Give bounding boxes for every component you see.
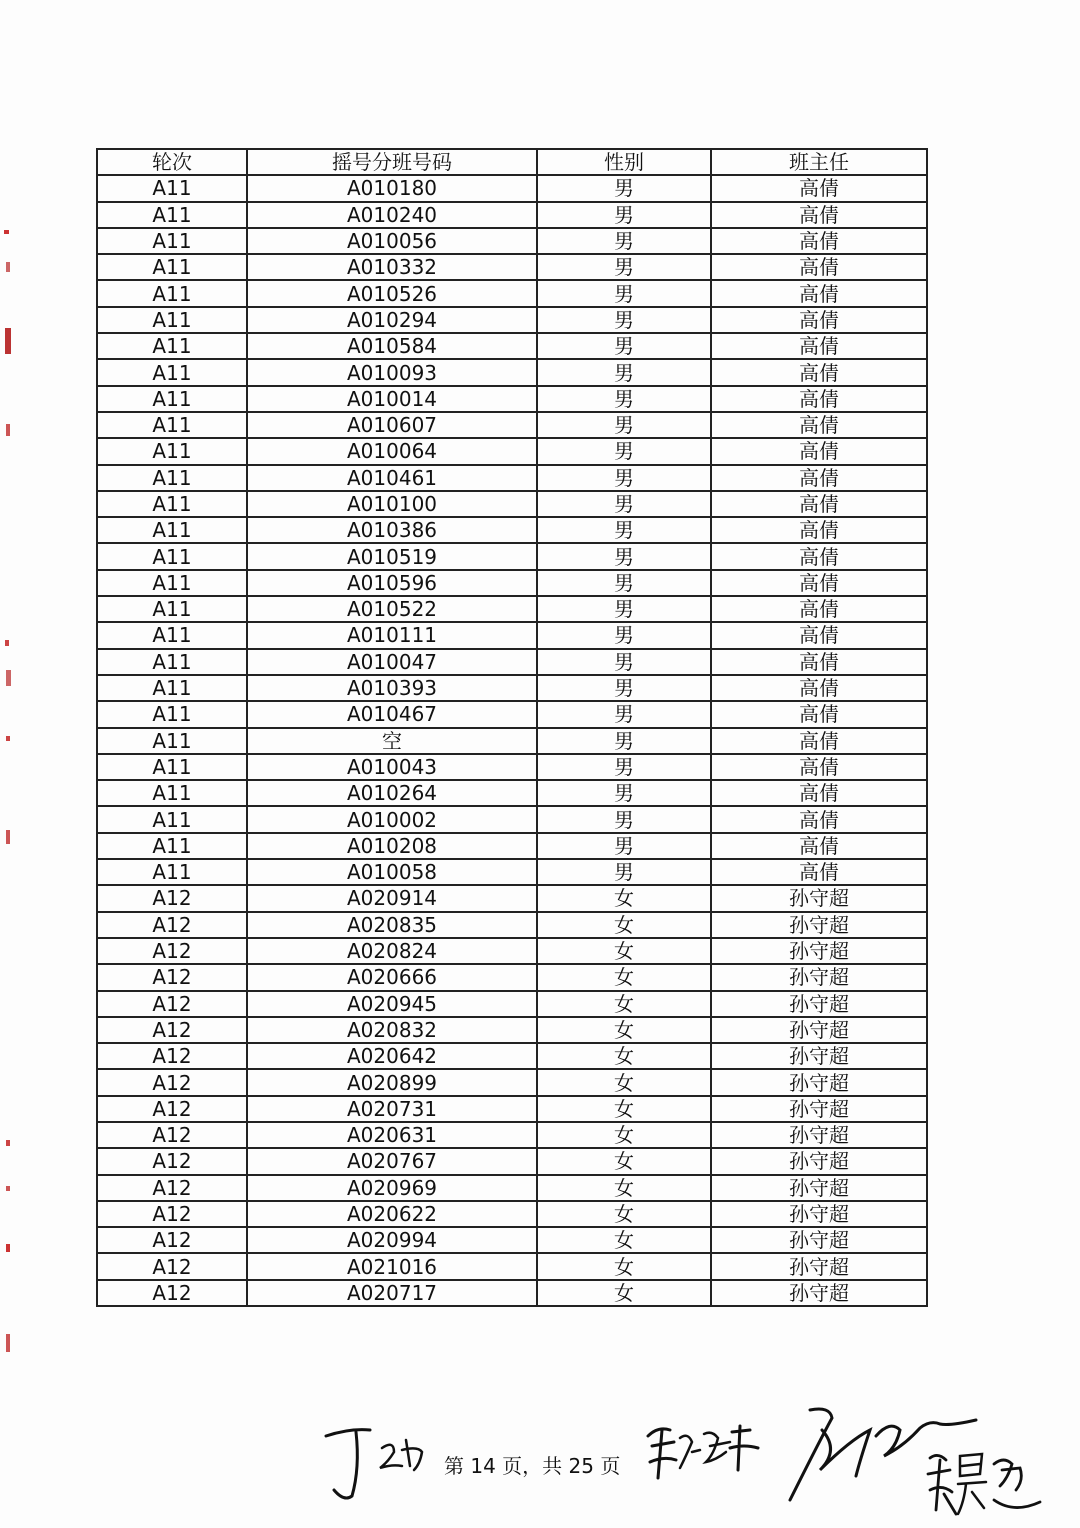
table-row [97, 885, 927, 911]
cell-lottery-number: A010208 [247, 833, 537, 859]
cell-lottery-number: A010522 [247, 596, 537, 622]
cell-head-teacher: 高倩 [711, 307, 927, 333]
cell-head-teacher: 高倩 [711, 202, 927, 228]
table-row [97, 465, 927, 491]
table-row [97, 307, 927, 333]
cell-round: A11 [97, 675, 247, 701]
table-row [97, 1148, 927, 1174]
cell-round: A11 [97, 806, 247, 832]
cell-gender: 男 [537, 254, 711, 280]
table-row [97, 675, 927, 701]
cell-lottery-number: A020666 [247, 964, 537, 990]
table-header-row [97, 149, 927, 175]
cell-round: A12 [97, 1122, 247, 1148]
cell-gender: 女 [537, 1043, 711, 1069]
cell-gender: 女 [537, 991, 711, 1017]
cell-round: A11 [97, 596, 247, 622]
cell-round: A11 [97, 386, 247, 412]
cell-round: A12 [97, 964, 247, 990]
cell-gender: 男 [537, 412, 711, 438]
table-row [97, 596, 927, 622]
cell-round: A11 [97, 728, 247, 754]
cell-round: A12 [97, 1069, 247, 1095]
cell-gender: 男 [537, 465, 711, 491]
cell-lottery-number: A020642 [247, 1043, 537, 1069]
cell-gender: 女 [537, 1017, 711, 1043]
cell-round: A11 [97, 491, 247, 517]
page-number: 第 14 页，共 25 页 [444, 1454, 621, 1478]
cell-gender: 男 [537, 596, 711, 622]
table-row [97, 333, 927, 359]
table-row [97, 1201, 927, 1227]
cell-gender: 男 [537, 859, 711, 885]
cell-gender: 女 [537, 1096, 711, 1122]
cell-gender: 女 [537, 1175, 711, 1201]
table-row [97, 938, 927, 964]
cell-gender: 男 [537, 543, 711, 569]
cell-lottery-number: A010002 [247, 806, 537, 832]
table-row [97, 175, 927, 201]
cell-gender: 男 [537, 517, 711, 543]
cell-round: A11 [97, 859, 247, 885]
handwritten-signature-4 [924, 1444, 1044, 1524]
cell-lottery-number: A020994 [247, 1227, 537, 1253]
margin-marks [0, 200, 20, 1400]
cell-head-teacher: 孙守超 [711, 1148, 927, 1174]
cell-lottery-number: A020767 [247, 1148, 537, 1174]
cell-round: A11 [97, 412, 247, 438]
cell-head-teacher: 高倩 [711, 596, 927, 622]
table-row [97, 438, 927, 464]
cell-lottery-number: A010047 [247, 649, 537, 675]
cell-head-teacher: 孙守超 [711, 1280, 927, 1306]
cell-lottery-number: 空 [247, 728, 537, 754]
cell-round: A11 [97, 543, 247, 569]
cell-head-teacher: 高倩 [711, 754, 927, 780]
cell-lottery-number: A021016 [247, 1253, 537, 1279]
cell-gender: 男 [537, 780, 711, 806]
cell-head-teacher: 高倩 [711, 859, 927, 885]
table-row [97, 386, 927, 412]
cell-round: A11 [97, 517, 247, 543]
cell-head-teacher: 孙守超 [711, 885, 927, 911]
cell-round: A11 [97, 754, 247, 780]
handwritten-signature-1 [322, 1418, 432, 1508]
cell-round: A12 [97, 1096, 247, 1122]
cell-gender: 女 [537, 912, 711, 938]
cell-round: A12 [97, 1175, 247, 1201]
table-row [97, 833, 927, 859]
cell-head-teacher: 高倩 [711, 438, 927, 464]
table-row [97, 543, 927, 569]
cell-gender: 女 [537, 1148, 711, 1174]
cell-lottery-number: A010180 [247, 175, 537, 201]
table-row [97, 202, 927, 228]
cell-lottery-number: A020717 [247, 1280, 537, 1306]
table-row [97, 754, 927, 780]
cell-lottery-number: A010264 [247, 780, 537, 806]
cell-lottery-number: A010100 [247, 491, 537, 517]
cell-lottery-number: A020631 [247, 1122, 537, 1148]
cell-head-teacher: 高倩 [711, 728, 927, 754]
cell-head-teacher: 孙守超 [711, 1253, 927, 1279]
cell-head-teacher: 高倩 [711, 280, 927, 306]
header-round: 轮次 [97, 149, 247, 175]
cell-gender: 男 [537, 806, 711, 832]
cell-head-teacher: 高倩 [711, 570, 927, 596]
cell-head-teacher: 高倩 [711, 517, 927, 543]
table-row [97, 728, 927, 754]
cell-round: A11 [97, 228, 247, 254]
table-row [97, 280, 927, 306]
cell-head-teacher: 高倩 [711, 806, 927, 832]
cell-head-teacher: 高倩 [711, 675, 927, 701]
cell-lottery-number: A020914 [247, 885, 537, 911]
cell-head-teacher: 孙守超 [711, 964, 927, 990]
cell-round: A12 [97, 1043, 247, 1069]
cell-gender: 男 [537, 491, 711, 517]
cell-gender: 男 [537, 202, 711, 228]
cell-head-teacher: 孙守超 [711, 1122, 927, 1148]
cell-head-teacher: 高倩 [711, 780, 927, 806]
cell-lottery-number: A010596 [247, 570, 537, 596]
table-row [97, 1280, 927, 1306]
cell-head-teacher: 高倩 [711, 701, 927, 727]
cell-gender: 男 [537, 386, 711, 412]
cell-head-teacher: 高倩 [711, 543, 927, 569]
cell-round: A12 [97, 1201, 247, 1227]
cell-head-teacher: 孙守超 [711, 1069, 927, 1095]
table-row [97, 1043, 927, 1069]
table-row [97, 622, 927, 648]
class-assignment-table [96, 148, 928, 1307]
cell-head-teacher: 高倩 [711, 333, 927, 359]
cell-round: A11 [97, 701, 247, 727]
cell-head-teacher: 高倩 [711, 175, 927, 201]
table-row [97, 570, 927, 596]
cell-lottery-number: A010093 [247, 359, 537, 385]
cell-head-teacher: 孙守超 [711, 1201, 927, 1227]
cell-round: A11 [97, 280, 247, 306]
cell-round: A11 [97, 333, 247, 359]
cell-lottery-number: A020731 [247, 1096, 537, 1122]
cell-lottery-number: A020899 [247, 1069, 537, 1095]
cell-lottery-number: A010240 [247, 202, 537, 228]
cell-round: A11 [97, 359, 247, 385]
cell-gender: 女 [537, 1227, 711, 1253]
table-row [97, 859, 927, 885]
cell-gender: 男 [537, 622, 711, 648]
cell-lottery-number: A020969 [247, 1175, 537, 1201]
table-row [97, 780, 927, 806]
cell-round: A12 [97, 991, 247, 1017]
table-row [97, 491, 927, 517]
cell-lottery-number: A020832 [247, 1017, 537, 1043]
cell-head-teacher: 高倩 [711, 649, 927, 675]
table-row [97, 254, 927, 280]
table-row [97, 649, 927, 675]
cell-lottery-number: A010064 [247, 438, 537, 464]
cell-lottery-number: A020622 [247, 1201, 537, 1227]
cell-head-teacher: 高倩 [711, 359, 927, 385]
handwritten-signature-2 [640, 1412, 765, 1492]
cell-lottery-number: A010393 [247, 675, 537, 701]
cell-gender: 男 [537, 307, 711, 333]
cell-round: A11 [97, 570, 247, 596]
cell-gender: 女 [537, 1069, 711, 1095]
cell-gender: 男 [537, 438, 711, 464]
cell-head-teacher: 高倩 [711, 622, 927, 648]
cell-lottery-number: A010467 [247, 701, 537, 727]
cell-round: A11 [97, 622, 247, 648]
cell-round: A12 [97, 1017, 247, 1043]
cell-lottery-number: A010294 [247, 307, 537, 333]
header-gender: 性别 [537, 149, 711, 175]
table-row [97, 517, 927, 543]
table-row [97, 991, 927, 1017]
cell-lottery-number: A010058 [247, 859, 537, 885]
table-row [97, 1253, 927, 1279]
table-row [97, 412, 927, 438]
cell-gender: 男 [537, 728, 711, 754]
cell-head-teacher: 高倩 [711, 386, 927, 412]
cell-lottery-number: A010607 [247, 412, 537, 438]
table-body [97, 175, 927, 1306]
table-row [97, 964, 927, 990]
cell-round: A11 [97, 833, 247, 859]
header-head-teacher: 班主任 [711, 149, 927, 175]
cell-lottery-number: A010461 [247, 465, 537, 491]
cell-gender: 男 [537, 675, 711, 701]
cell-round: A11 [97, 254, 247, 280]
cell-round: A12 [97, 1253, 247, 1279]
cell-gender: 男 [537, 175, 711, 201]
cell-gender: 男 [537, 228, 711, 254]
cell-gender: 女 [537, 1122, 711, 1148]
cell-round: A12 [97, 938, 247, 964]
table-row [97, 1069, 927, 1095]
cell-head-teacher: 孙守超 [711, 1227, 927, 1253]
cell-lottery-number: A010332 [247, 254, 537, 280]
cell-head-teacher: 高倩 [711, 833, 927, 859]
cell-lottery-number: A010526 [247, 280, 537, 306]
cell-gender: 男 [537, 359, 711, 385]
cell-round: A11 [97, 175, 247, 201]
cell-lottery-number: A020824 [247, 938, 537, 964]
table-row [97, 228, 927, 254]
cell-lottery-number: A010056 [247, 228, 537, 254]
table-row [97, 1122, 927, 1148]
cell-gender: 女 [537, 1201, 711, 1227]
cell-gender: 男 [537, 280, 711, 306]
table-row [97, 1017, 927, 1043]
table-row [97, 1096, 927, 1122]
table-row [97, 806, 927, 832]
cell-round: A12 [97, 1148, 247, 1174]
cell-gender: 男 [537, 570, 711, 596]
cell-gender: 男 [537, 701, 711, 727]
cell-gender: 男 [537, 649, 711, 675]
cell-round: A11 [97, 307, 247, 333]
cell-head-teacher: 孙守超 [711, 912, 927, 938]
cell-lottery-number: A020835 [247, 912, 537, 938]
cell-head-teacher: 孙守超 [711, 991, 927, 1017]
cell-head-teacher: 高倩 [711, 491, 927, 517]
table-row [97, 912, 927, 938]
cell-head-teacher: 高倩 [711, 228, 927, 254]
cell-round: A12 [97, 885, 247, 911]
cell-gender: 男 [537, 833, 711, 859]
cell-lottery-number: A010014 [247, 386, 537, 412]
cell-lottery-number: A010386 [247, 517, 537, 543]
cell-lottery-number: A010519 [247, 543, 537, 569]
cell-gender: 女 [537, 964, 711, 990]
cell-round: A11 [97, 780, 247, 806]
cell-round: A12 [97, 1227, 247, 1253]
table-row [97, 701, 927, 727]
cell-lottery-number: A020945 [247, 991, 537, 1017]
cell-head-teacher: 孙守超 [711, 938, 927, 964]
cell-gender: 女 [537, 1280, 711, 1306]
cell-head-teacher: 孙守超 [711, 1096, 927, 1122]
cell-round: A11 [97, 438, 247, 464]
cell-head-teacher: 孙守超 [711, 1175, 927, 1201]
cell-head-teacher: 孙守超 [711, 1017, 927, 1043]
cell-round: A11 [97, 202, 247, 228]
table-row [97, 359, 927, 385]
cell-lottery-number: A010043 [247, 754, 537, 780]
cell-gender: 女 [537, 938, 711, 964]
cell-head-teacher: 孙守超 [711, 1043, 927, 1069]
cell-round: A11 [97, 649, 247, 675]
cell-round: A12 [97, 1280, 247, 1306]
cell-gender: 男 [537, 754, 711, 780]
cell-gender: 女 [537, 1253, 711, 1279]
cell-gender: 男 [537, 333, 711, 359]
cell-gender: 女 [537, 885, 711, 911]
cell-head-teacher: 高倩 [711, 465, 927, 491]
cell-round: A11 [97, 465, 247, 491]
cell-lottery-number: A010111 [247, 622, 537, 648]
cell-round: A12 [97, 912, 247, 938]
cell-head-teacher: 高倩 [711, 412, 927, 438]
header-lottery-number: 摇号分班号码 [247, 149, 537, 175]
cell-lottery-number: A010584 [247, 333, 537, 359]
table-row [97, 1175, 927, 1201]
cell-head-teacher: 高倩 [711, 254, 927, 280]
table-row [97, 1227, 927, 1253]
